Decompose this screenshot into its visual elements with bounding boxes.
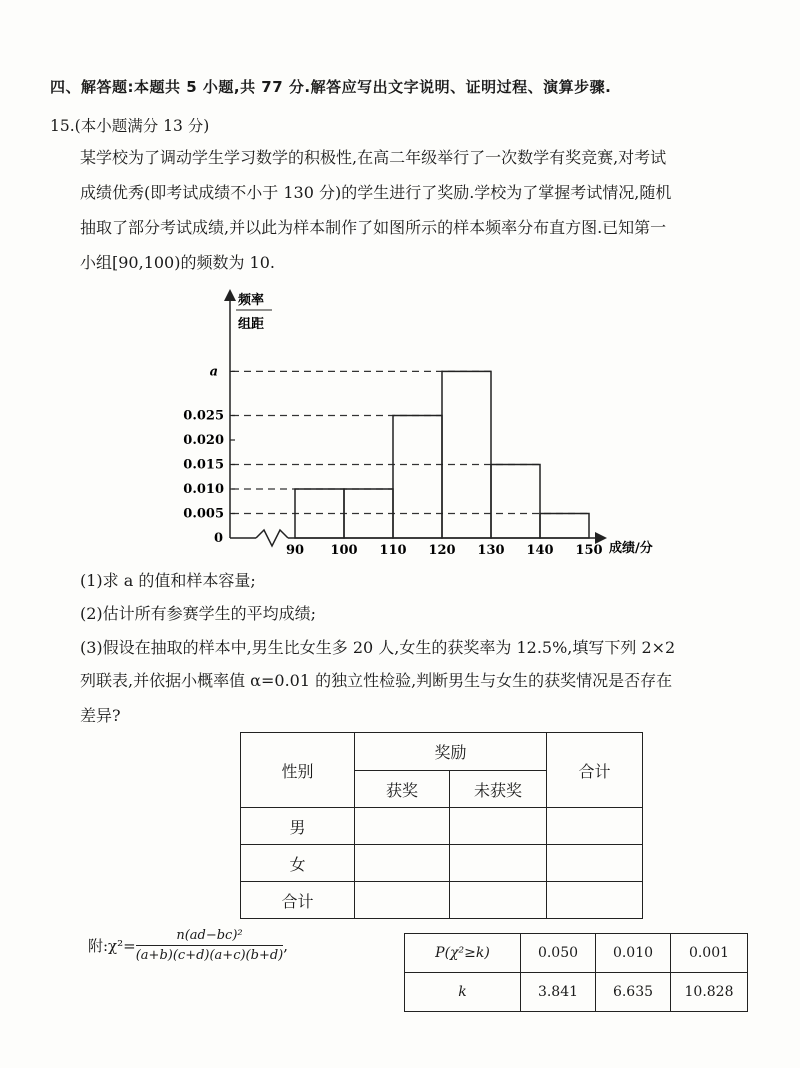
formula-suffix: , — [283, 936, 289, 955]
y-tick-label-a: a — [209, 364, 218, 380]
paragraph-line: 抽取了部分考试成绩,并以此为样本制作了如图所示的样本频率分布直方图.已知第一 — [80, 218, 667, 237]
x-axis-label: 成绩/分 — [609, 541, 653, 556]
blank-cell[interactable] — [355, 882, 450, 919]
awarded-header: 获奖 — [355, 771, 450, 808]
question-header: 15.(本小题满分 13 分) — [50, 117, 210, 135]
formula-denominator: (a+b)(c+d)(a+c)(b+d) — [135, 948, 284, 963]
y-tick-label: 0.010 — [183, 482, 224, 497]
paragraph-line: 小组[90,100)的频数为 10. — [80, 253, 276, 272]
origin-label: 0 — [214, 531, 224, 546]
histogram-bar — [393, 416, 442, 539]
section-title: 四、解答题:本题共 5 小题,共 77 分.解答应写出文字说明、证明过程、演算步骤. — [50, 78, 612, 96]
paragraph-line: 成绩优秀(即考试成绩不小于 130 分)的学生进行了奖励.学校为了掌握考试情况,随机 — [80, 183, 672, 202]
contingency-table — [240, 732, 643, 919]
blank-cell[interactable] — [450, 845, 547, 882]
blank-cell[interactable] — [547, 882, 643, 919]
x-tick-label: 90 — [285, 543, 305, 558]
frequency-histogram — [0, 280, 800, 565]
formula-fraction — [136, 928, 284, 963]
gender-header: 性别 — [241, 733, 355, 808]
k-value: 6.635 — [596, 973, 671, 1012]
p-row-label: P(χ²≥k) — [405, 934, 521, 973]
blank-cell[interactable] — [547, 845, 643, 882]
chi-square-formula — [88, 928, 288, 963]
blank-cell[interactable] — [450, 808, 547, 845]
not-awarded-header: 未获奖 — [450, 771, 547, 808]
sub-question-3-line-2: 列联表,并依据小概率值 α=0.01 的独立性检验,判断男生与女生的获奖情况是否存在 — [80, 671, 673, 690]
x-tick-label: 140 — [526, 543, 554, 558]
k-row-label: k — [405, 973, 521, 1012]
paragraph-line: 某学校为了调动学生学习数学的积极性,在高二年级举行了一次数学有奖竞赛,对考试 — [80, 148, 667, 167]
y-tick-label: 0.020 — [183, 433, 224, 448]
formula-prefix: 附:χ²= — [88, 937, 136, 955]
blank-cell[interactable] — [355, 845, 450, 882]
critical-value-table — [404, 933, 748, 1012]
blank-cell[interactable] — [450, 882, 547, 919]
x-tick-label: 130 — [477, 543, 505, 558]
blank-cell[interactable] — [547, 808, 643, 845]
sub-question-3-line-1: (3)假设在抽取的样本中,男生比女生多 20 人,女生的获奖率为 12.5%,填写下列 2×2 — [80, 638, 676, 657]
x-tick-label: 110 — [379, 543, 407, 558]
sub-question-1: (1)求 a 的值和样本容量; — [80, 571, 256, 590]
p-value: 0.001 — [671, 934, 748, 973]
y-tick-label: 0.005 — [183, 506, 224, 522]
axis-break — [256, 530, 288, 546]
sub-question-3-line-3: 差异? — [80, 706, 121, 725]
total-column-header: 合计 — [547, 733, 643, 808]
blank-cell[interactable] — [355, 808, 450, 845]
k-value: 3.841 — [521, 973, 596, 1012]
x-tick-label: 120 — [428, 543, 456, 558]
row-label-male: 男 — [241, 808, 355, 845]
y-tick-label: 0.015 — [183, 457, 224, 473]
y-axis-label-top: 频率 — [238, 293, 265, 308]
row-label-total: 合计 — [241, 882, 355, 919]
award-header: 奖励 — [355, 733, 547, 771]
sub-question-2: (2)估计所有参赛学生的平均成绩; — [80, 604, 317, 623]
p-value: 0.010 — [596, 934, 671, 973]
histogram-bar — [491, 465, 540, 539]
question-paragraph — [80, 140, 800, 280]
formula-numerator: n(ad−bc)² — [136, 928, 284, 946]
histogram-bar — [540, 514, 589, 539]
y-tick-label: 0.025 — [183, 408, 224, 424]
x-tick-label: 100 — [330, 543, 358, 558]
x-tick-label: 150 — [575, 543, 603, 558]
k-value: 10.828 — [671, 973, 748, 1012]
p-value: 0.050 — [521, 934, 596, 973]
y-axis-label-bottom: 组距 — [238, 317, 265, 332]
row-label-female: 女 — [241, 845, 355, 882]
